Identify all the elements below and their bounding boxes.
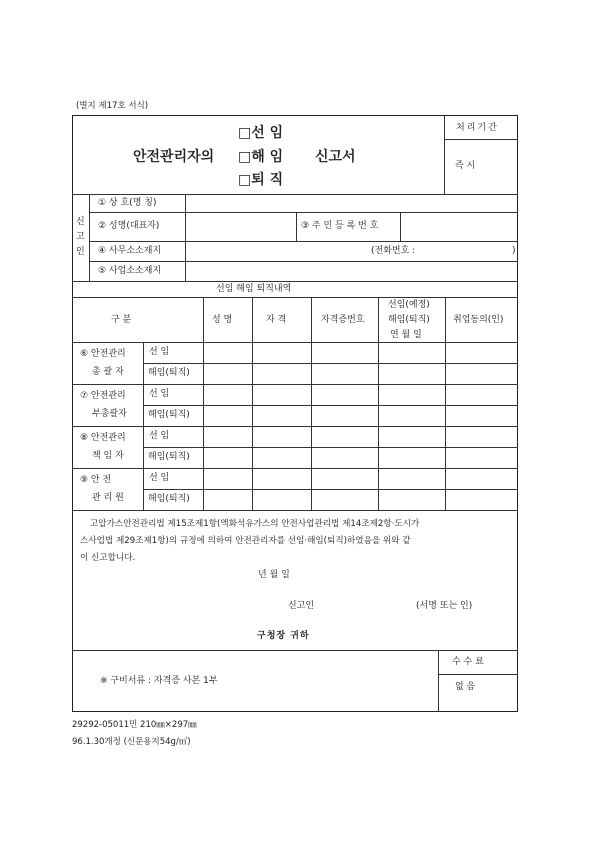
rule-role-2 bbox=[72, 426, 518, 427]
rule-reporter-2 bbox=[89, 241, 518, 242]
fee-label: 수 수 료 bbox=[452, 657, 484, 667]
reporter-label-divider bbox=[185, 194, 186, 281]
role-label-3a: ⑧ 안전관리 bbox=[80, 433, 126, 443]
signature-label: (서명 또는 인) bbox=[416, 601, 473, 611]
resident-divider-right bbox=[400, 212, 401, 241]
company-label: ① 상 호(명 칭) bbox=[98, 198, 157, 208]
phone-close: ) bbox=[512, 246, 516, 256]
history-title: 선임 해임 퇴직내역 bbox=[216, 284, 292, 294]
role-label-3b: 책 임 자 bbox=[92, 451, 124, 461]
addressee: 구청장 귀하 bbox=[257, 631, 310, 641]
role-appoint-2: 선 임 bbox=[149, 389, 170, 399]
col-header-date-2: 해임(퇴직) bbox=[388, 315, 430, 325]
rule-role-4 bbox=[72, 510, 518, 511]
role-appoint-3: 선 임 bbox=[149, 431, 170, 441]
role-dismiss-4: 해임(퇴직) bbox=[148, 494, 190, 504]
role-label-4b: 관 리 원 bbox=[92, 493, 124, 503]
rule-reporter-1 bbox=[89, 212, 518, 213]
col-divider-4 bbox=[378, 297, 379, 510]
col-divider-3 bbox=[311, 297, 312, 510]
role-label-1b: 총 괄 자 bbox=[92, 367, 124, 377]
statement-line-2: 스사업법 제29조제1항)의 규정에 의하여 안전관리자를 선임·해임(퇴직)하였음을 위와 같 bbox=[80, 536, 411, 546]
reporter-side-divider bbox=[89, 194, 90, 281]
office-label: ④ 사무소소재지 bbox=[98, 246, 162, 256]
footer-revision: 96.1.30개정 (신문용지54g/㎡) bbox=[72, 737, 191, 747]
role-label-4a: ⑨ 안 전 bbox=[80, 475, 112, 485]
role-appoint-1: 선 임 bbox=[149, 347, 170, 357]
reporter-side-label-2: 고 bbox=[76, 232, 85, 242]
col-header-qualification: 자 격 bbox=[266, 315, 287, 325]
title-option-appoint: □선 임 bbox=[238, 125, 284, 141]
fee-value: 없 음 bbox=[455, 682, 476, 692]
processing-value: 즉 시 bbox=[455, 161, 476, 171]
col-header-name: 성 명 bbox=[212, 315, 233, 325]
col-header-date-1: 선임(예정) bbox=[388, 300, 430, 310]
fee-divider bbox=[438, 650, 439, 712]
reporter-side-label-3: 인 bbox=[76, 247, 85, 257]
name-label: ② 성명(대표자) bbox=[98, 221, 160, 231]
reporter-side-label-1: 신 bbox=[76, 217, 85, 227]
resident-divider-left bbox=[296, 212, 297, 241]
report-date: 년 월 일 bbox=[258, 570, 290, 580]
role-label-2b: 부총괄자 bbox=[92, 409, 127, 419]
attachments-note: ※ 구비서류 : 자격증 사본 1부 bbox=[100, 676, 218, 686]
rule-header-top bbox=[72, 297, 518, 298]
title-option-resign: □퇴 직 bbox=[238, 172, 284, 188]
role-dismiss-1: 해임(퇴직) bbox=[148, 368, 190, 378]
signer-label: 신고인 bbox=[288, 601, 315, 611]
business-label: ⑤ 사업소소재지 bbox=[98, 266, 162, 276]
col-header-category: 구 분 bbox=[111, 315, 132, 325]
rule-sub-4 bbox=[143, 489, 518, 490]
role-label-2a: ⑦ 안전관리 bbox=[80, 391, 126, 401]
processing-label: 처리기간 bbox=[456, 123, 499, 133]
statement-line-3: 이 신고합니다. bbox=[80, 553, 136, 563]
rule-history-top bbox=[72, 281, 518, 282]
role-dismiss-3: 해임(퇴직) bbox=[148, 452, 190, 462]
col-header-consent: 취업동의(인) bbox=[453, 315, 504, 325]
resident-number-label: ③ 주 민 등 록 번 호 bbox=[301, 221, 379, 231]
col-divider-5 bbox=[445, 297, 446, 510]
role-dismiss-2: 해임(퇴직) bbox=[148, 410, 190, 420]
rule-sub-2 bbox=[143, 405, 518, 406]
title-option-dismiss: □해 임 bbox=[238, 149, 284, 165]
phone-label: (전화번호 : bbox=[371, 246, 416, 256]
form-number: (별지 제17호 서식) bbox=[76, 101, 149, 111]
title-prefix: 안전관리자의 bbox=[133, 149, 215, 165]
processing-divider bbox=[444, 115, 445, 194]
rule-reporter-3 bbox=[89, 261, 518, 262]
title-suffix: 신고서 bbox=[315, 149, 356, 165]
col-header-date-3: 연 월 일 bbox=[390, 330, 422, 340]
footer-code: 29292-05011민 210㎜×297㎜ bbox=[72, 720, 197, 730]
statement-line-1: 고압가스안전관리법 제15조제1항(액화석유가스의 안전사업관리법 제14조제2항·도시가 bbox=[90, 519, 420, 529]
rule-sub-3 bbox=[143, 447, 518, 448]
rule-header-bottom bbox=[72, 342, 518, 343]
rule-sub-1 bbox=[143, 363, 518, 364]
processing-line bbox=[444, 139, 518, 140]
col-header-cert-no: 자격증번호 bbox=[321, 315, 365, 325]
rule-bottom-top bbox=[72, 650, 518, 651]
col-divider-2 bbox=[252, 297, 253, 510]
col-divider-1 bbox=[203, 297, 204, 510]
rule-reporter-top bbox=[72, 194, 518, 195]
role-appoint-4: 선 임 bbox=[149, 473, 170, 483]
rule-role-1 bbox=[72, 384, 518, 385]
fee-line bbox=[438, 674, 518, 675]
rule-role-3 bbox=[72, 468, 518, 469]
role-label-1a: ⑥ 안전관리 bbox=[80, 349, 126, 359]
